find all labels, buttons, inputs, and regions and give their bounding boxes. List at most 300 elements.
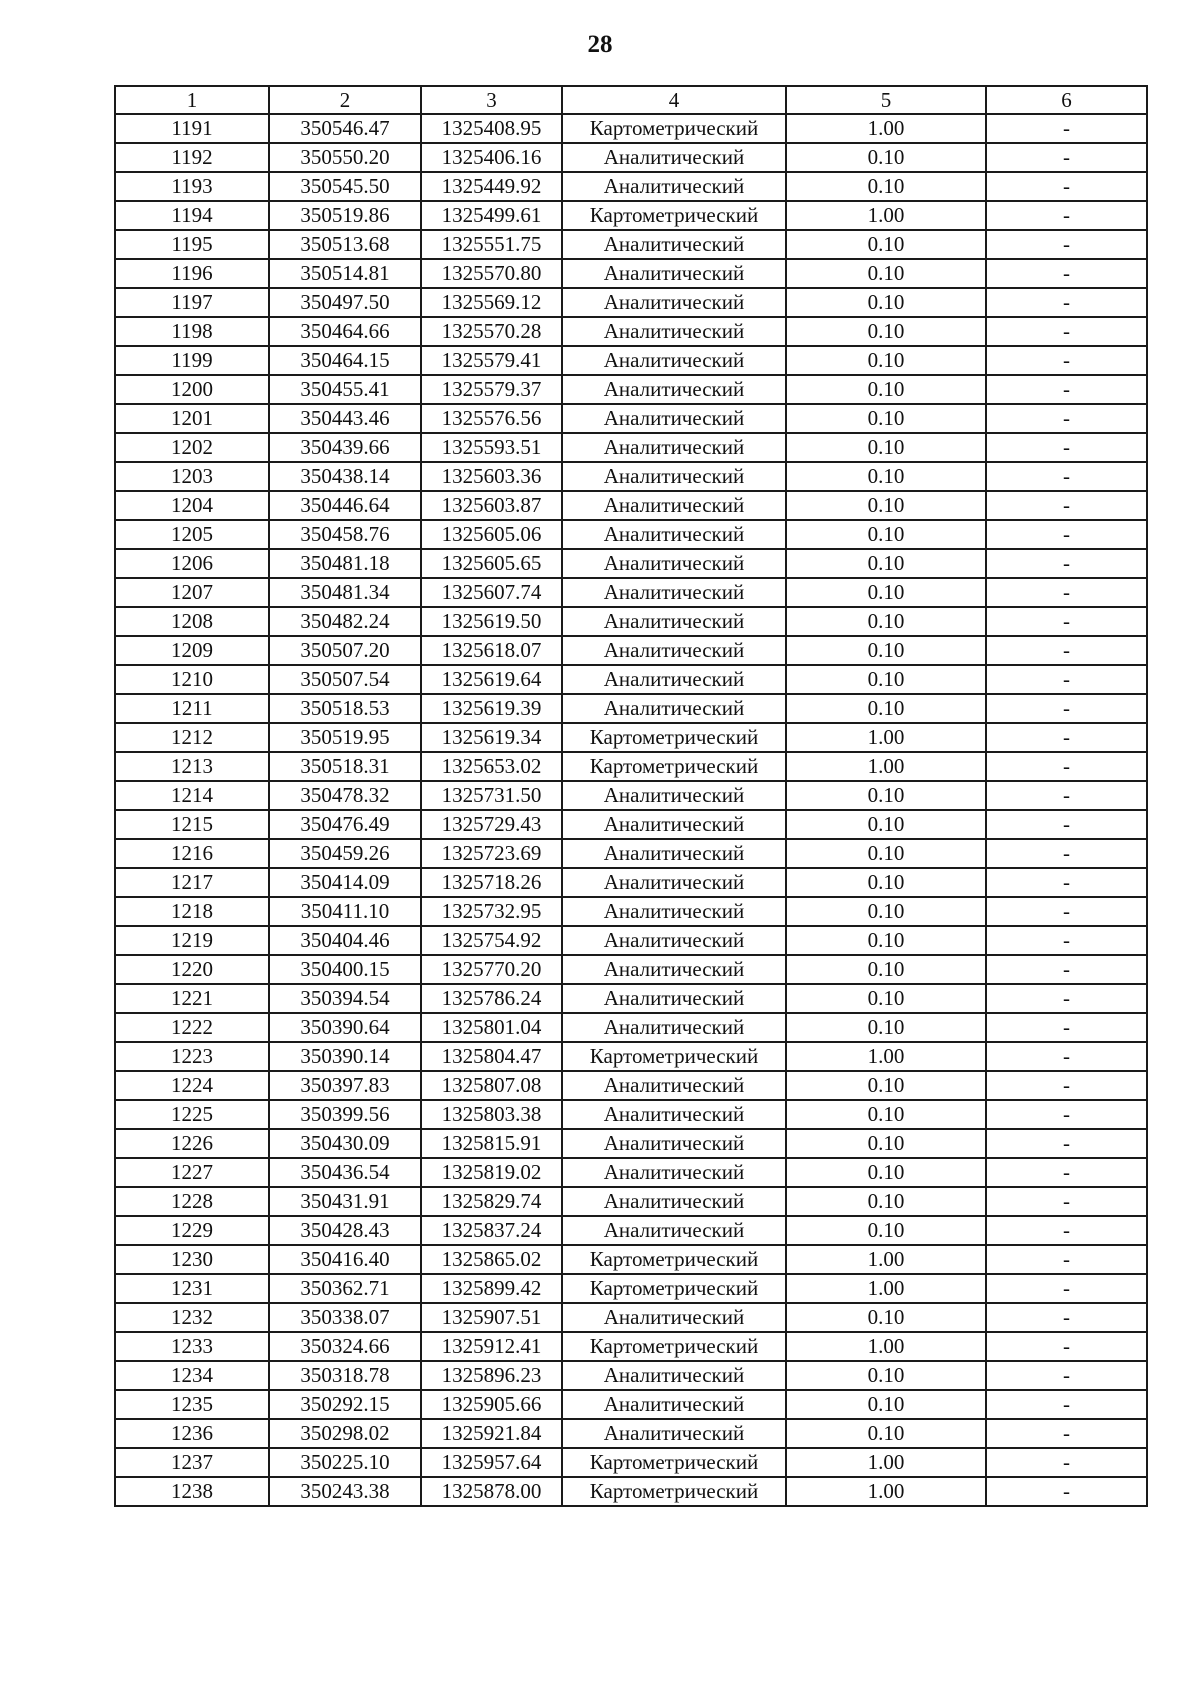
point-number-cell: 1194 xyxy=(115,201,269,230)
accuracy-cell: 0.10 xyxy=(786,1013,986,1042)
table-row xyxy=(115,143,1147,172)
accuracy-cell: 0.10 xyxy=(786,955,986,984)
method-cell: Картометрический xyxy=(562,1477,786,1506)
description-cell: - xyxy=(986,375,1147,404)
table-row xyxy=(115,868,1147,897)
method-cell: Аналитический xyxy=(562,636,786,665)
accuracy-cell: 0.10 xyxy=(786,404,986,433)
accuracy-cell: 0.10 xyxy=(786,1158,986,1187)
table-header xyxy=(115,86,1147,114)
accuracy-cell: 1.00 xyxy=(786,1332,986,1361)
y-coordinate-cell: 1325449.92 xyxy=(421,172,562,201)
table-row xyxy=(115,694,1147,723)
y-coordinate-cell: 1325579.41 xyxy=(421,346,562,375)
description-cell: - xyxy=(986,1216,1147,1245)
x-coordinate-cell: 350507.54 xyxy=(269,665,421,694)
x-coordinate-cell: 350397.83 xyxy=(269,1071,421,1100)
description-cell: - xyxy=(986,1071,1147,1100)
description-cell: - xyxy=(986,1303,1147,1332)
method-cell: Аналитический xyxy=(562,1071,786,1100)
method-cell: Аналитический xyxy=(562,1187,786,1216)
y-coordinate-cell: 1325607.74 xyxy=(421,578,562,607)
accuracy-cell: 0.10 xyxy=(786,578,986,607)
x-coordinate-cell: 350428.43 xyxy=(269,1216,421,1245)
method-cell: Картометрический xyxy=(562,1332,786,1361)
accuracy-cell: 0.10 xyxy=(786,1100,986,1129)
x-coordinate-cell: 350513.68 xyxy=(269,230,421,259)
x-coordinate-cell: 350243.38 xyxy=(269,1477,421,1506)
method-cell: Аналитический xyxy=(562,1419,786,1448)
point-number-cell: 1196 xyxy=(115,259,269,288)
description-cell: - xyxy=(986,404,1147,433)
y-coordinate-cell: 1325907.51 xyxy=(421,1303,562,1332)
description-cell: - xyxy=(986,288,1147,317)
point-number-cell: 1198 xyxy=(115,317,269,346)
y-coordinate-cell: 1325815.91 xyxy=(421,1129,562,1158)
y-coordinate-cell: 1325576.56 xyxy=(421,404,562,433)
header-cell-col-6: 6 xyxy=(986,86,1147,114)
y-coordinate-cell: 1325499.61 xyxy=(421,201,562,230)
x-coordinate-cell: 350431.91 xyxy=(269,1187,421,1216)
description-cell: - xyxy=(986,201,1147,230)
y-coordinate-cell: 1325618.07 xyxy=(421,636,562,665)
accuracy-cell: 0.10 xyxy=(786,897,986,926)
method-cell: Аналитический xyxy=(562,143,786,172)
table-row xyxy=(115,1187,1147,1216)
point-number-cell: 1199 xyxy=(115,346,269,375)
header-cell-col-3: 3 xyxy=(421,86,562,114)
point-number-cell: 1223 xyxy=(115,1042,269,1071)
table-row xyxy=(115,1013,1147,1042)
accuracy-cell: 0.10 xyxy=(786,665,986,694)
y-coordinate-cell: 1325408.95 xyxy=(421,114,562,143)
description-cell: - xyxy=(986,114,1147,143)
accuracy-cell: 0.10 xyxy=(786,1129,986,1158)
x-coordinate-cell: 350399.56 xyxy=(269,1100,421,1129)
x-coordinate-cell: 350481.34 xyxy=(269,578,421,607)
x-coordinate-cell: 350411.10 xyxy=(269,897,421,926)
description-cell: - xyxy=(986,752,1147,781)
accuracy-cell: 0.10 xyxy=(786,1187,986,1216)
x-coordinate-cell: 350436.54 xyxy=(269,1158,421,1187)
description-cell: - xyxy=(986,549,1147,578)
method-cell: Аналитический xyxy=(562,317,786,346)
point-number-cell: 1231 xyxy=(115,1274,269,1303)
point-number-cell: 1206 xyxy=(115,549,269,578)
x-coordinate-cell: 350455.41 xyxy=(269,375,421,404)
y-coordinate-cell: 1325819.02 xyxy=(421,1158,562,1187)
x-coordinate-cell: 350338.07 xyxy=(269,1303,421,1332)
method-cell: Аналитический xyxy=(562,781,786,810)
header-cell-col-5: 5 xyxy=(786,86,986,114)
x-coordinate-cell: 350518.31 xyxy=(269,752,421,781)
point-number-cell: 1192 xyxy=(115,143,269,172)
accuracy-cell: 1.00 xyxy=(786,752,986,781)
description-cell: - xyxy=(986,578,1147,607)
method-cell: Аналитический xyxy=(562,1129,786,1158)
y-coordinate-cell: 1325723.69 xyxy=(421,839,562,868)
y-coordinate-cell: 1325912.41 xyxy=(421,1332,562,1361)
accuracy-cell: 0.10 xyxy=(786,143,986,172)
x-coordinate-cell: 350414.09 xyxy=(269,868,421,897)
description-cell: - xyxy=(986,781,1147,810)
table-row xyxy=(115,1419,1147,1448)
x-coordinate-cell: 350519.86 xyxy=(269,201,421,230)
x-coordinate-cell: 350550.20 xyxy=(269,143,421,172)
x-coordinate-cell: 350390.14 xyxy=(269,1042,421,1071)
description-cell: - xyxy=(986,1332,1147,1361)
table-row xyxy=(115,520,1147,549)
y-coordinate-cell: 1325957.64 xyxy=(421,1448,562,1477)
method-cell: Аналитический xyxy=(562,578,786,607)
method-cell: Аналитический xyxy=(562,346,786,375)
x-coordinate-cell: 350514.81 xyxy=(269,259,421,288)
y-coordinate-cell: 1325729.43 xyxy=(421,810,562,839)
accuracy-cell: 0.10 xyxy=(786,288,986,317)
y-coordinate-cell: 1325570.28 xyxy=(421,317,562,346)
description-cell: - xyxy=(986,1361,1147,1390)
point-number-cell: 1222 xyxy=(115,1013,269,1042)
point-number-cell: 1237 xyxy=(115,1448,269,1477)
description-cell: - xyxy=(986,346,1147,375)
x-coordinate-cell: 350497.50 xyxy=(269,288,421,317)
header-cell-col-1: 1 xyxy=(115,86,269,114)
table-row xyxy=(115,288,1147,317)
table-row xyxy=(115,1042,1147,1071)
method-cell: Аналитический xyxy=(562,1303,786,1332)
description-cell: - xyxy=(986,230,1147,259)
method-cell: Аналитический xyxy=(562,520,786,549)
y-coordinate-cell: 1325896.23 xyxy=(421,1361,562,1390)
accuracy-cell: 1.00 xyxy=(786,1042,986,1071)
accuracy-cell: 0.10 xyxy=(786,317,986,346)
description-cell: - xyxy=(986,520,1147,549)
y-coordinate-cell: 1325754.92 xyxy=(421,926,562,955)
header-cell-col-2: 2 xyxy=(269,86,421,114)
table-row xyxy=(115,897,1147,926)
y-coordinate-cell: 1325619.64 xyxy=(421,665,562,694)
table-row xyxy=(115,1158,1147,1187)
description-cell: - xyxy=(986,462,1147,491)
accuracy-cell: 0.10 xyxy=(786,607,986,636)
method-cell: Аналитический xyxy=(562,955,786,984)
header-row xyxy=(115,86,1147,114)
description-cell: - xyxy=(986,868,1147,897)
method-cell: Аналитический xyxy=(562,404,786,433)
description-cell: - xyxy=(986,1274,1147,1303)
point-number-cell: 1212 xyxy=(115,723,269,752)
table-row xyxy=(115,375,1147,404)
table-row xyxy=(115,491,1147,520)
table-row xyxy=(115,1303,1147,1332)
description-cell: - xyxy=(986,1448,1147,1477)
description-cell: - xyxy=(986,1390,1147,1419)
table-row xyxy=(115,810,1147,839)
point-number-cell: 1191 xyxy=(115,114,269,143)
table-row xyxy=(115,172,1147,201)
y-coordinate-cell: 1325878.00 xyxy=(421,1477,562,1506)
accuracy-cell: 0.10 xyxy=(786,462,986,491)
x-coordinate-cell: 350292.15 xyxy=(269,1390,421,1419)
point-number-cell: 1229 xyxy=(115,1216,269,1245)
method-cell: Аналитический xyxy=(562,1361,786,1390)
accuracy-cell: 1.00 xyxy=(786,1245,986,1274)
x-coordinate-cell: 350443.46 xyxy=(269,404,421,433)
accuracy-cell: 0.10 xyxy=(786,520,986,549)
x-coordinate-cell: 350545.50 xyxy=(269,172,421,201)
y-coordinate-cell: 1325837.24 xyxy=(421,1216,562,1245)
x-coordinate-cell: 350464.66 xyxy=(269,317,421,346)
method-cell: Аналитический xyxy=(562,694,786,723)
point-number-cell: 1234 xyxy=(115,1361,269,1390)
table-row xyxy=(115,1071,1147,1100)
description-cell: - xyxy=(986,665,1147,694)
description-cell: - xyxy=(986,172,1147,201)
table-row xyxy=(115,1361,1147,1390)
table-row xyxy=(115,404,1147,433)
method-cell: Аналитический xyxy=(562,839,786,868)
accuracy-cell: 0.10 xyxy=(786,636,986,665)
point-number-cell: 1233 xyxy=(115,1332,269,1361)
accuracy-cell: 0.10 xyxy=(786,810,986,839)
point-number-cell: 1227 xyxy=(115,1158,269,1187)
y-coordinate-cell: 1325829.74 xyxy=(421,1187,562,1216)
x-coordinate-cell: 350225.10 xyxy=(269,1448,421,1477)
accuracy-cell: 0.10 xyxy=(786,1419,986,1448)
y-coordinate-cell: 1325732.95 xyxy=(421,897,562,926)
y-coordinate-cell: 1325865.02 xyxy=(421,1245,562,1274)
point-number-cell: 1193 xyxy=(115,172,269,201)
method-cell: Картометрический xyxy=(562,1274,786,1303)
point-number-cell: 1207 xyxy=(115,578,269,607)
point-number-cell: 1203 xyxy=(115,462,269,491)
y-coordinate-cell: 1325807.08 xyxy=(421,1071,562,1100)
accuracy-cell: 0.10 xyxy=(786,491,986,520)
x-coordinate-cell: 350519.95 xyxy=(269,723,421,752)
coordinates-table xyxy=(114,85,1148,1507)
y-coordinate-cell: 1325593.51 xyxy=(421,433,562,462)
y-coordinate-cell: 1325786.24 xyxy=(421,984,562,1013)
table-row xyxy=(115,1100,1147,1129)
point-number-cell: 1232 xyxy=(115,1303,269,1332)
description-cell: - xyxy=(986,1477,1147,1506)
method-cell: Аналитический xyxy=(562,259,786,288)
description-cell: - xyxy=(986,839,1147,868)
table-row xyxy=(115,926,1147,955)
table-row xyxy=(115,665,1147,694)
point-number-cell: 1230 xyxy=(115,1245,269,1274)
y-coordinate-cell: 1325921.84 xyxy=(421,1419,562,1448)
accuracy-cell: 0.10 xyxy=(786,259,986,288)
x-coordinate-cell: 350482.24 xyxy=(269,607,421,636)
accuracy-cell: 1.00 xyxy=(786,723,986,752)
point-number-cell: 1236 xyxy=(115,1419,269,1448)
description-cell: - xyxy=(986,1013,1147,1042)
x-coordinate-cell: 350430.09 xyxy=(269,1129,421,1158)
method-cell: Аналитический xyxy=(562,1158,786,1187)
accuracy-cell: 1.00 xyxy=(786,114,986,143)
y-coordinate-cell: 1325770.20 xyxy=(421,955,562,984)
description-cell: - xyxy=(986,1187,1147,1216)
point-number-cell: 1225 xyxy=(115,1100,269,1129)
description-cell: - xyxy=(986,433,1147,462)
accuracy-cell: 0.10 xyxy=(786,172,986,201)
y-coordinate-cell: 1325603.36 xyxy=(421,462,562,491)
method-cell: Аналитический xyxy=(562,897,786,926)
table-row xyxy=(115,607,1147,636)
point-number-cell: 1201 xyxy=(115,404,269,433)
y-coordinate-cell: 1325905.66 xyxy=(421,1390,562,1419)
point-number-cell: 1221 xyxy=(115,984,269,1013)
point-number-cell: 1217 xyxy=(115,868,269,897)
point-number-cell: 1197 xyxy=(115,288,269,317)
table-row xyxy=(115,1448,1147,1477)
x-coordinate-cell: 350478.32 xyxy=(269,781,421,810)
method-cell: Картометрический xyxy=(562,114,786,143)
point-number-cell: 1224 xyxy=(115,1071,269,1100)
method-cell: Аналитический xyxy=(562,172,786,201)
description-cell: - xyxy=(986,1129,1147,1158)
description-cell: - xyxy=(986,810,1147,839)
y-coordinate-cell: 1325569.12 xyxy=(421,288,562,317)
x-coordinate-cell: 350400.15 xyxy=(269,955,421,984)
table-row xyxy=(115,984,1147,1013)
description-cell: - xyxy=(986,955,1147,984)
description-cell: - xyxy=(986,636,1147,665)
table-row xyxy=(115,462,1147,491)
y-coordinate-cell: 1325570.80 xyxy=(421,259,562,288)
table-row xyxy=(115,1274,1147,1303)
description-cell: - xyxy=(986,1158,1147,1187)
method-cell: Аналитический xyxy=(562,375,786,404)
point-number-cell: 1220 xyxy=(115,955,269,984)
point-number-cell: 1202 xyxy=(115,433,269,462)
description-cell: - xyxy=(986,1042,1147,1071)
point-number-cell: 1235 xyxy=(115,1390,269,1419)
accuracy-cell: 0.10 xyxy=(786,868,986,897)
x-coordinate-cell: 350481.18 xyxy=(269,549,421,578)
x-coordinate-cell: 350416.40 xyxy=(269,1245,421,1274)
x-coordinate-cell: 350464.15 xyxy=(269,346,421,375)
method-cell: Аналитический xyxy=(562,1390,786,1419)
method-cell: Картометрический xyxy=(562,1042,786,1071)
point-number-cell: 1204 xyxy=(115,491,269,520)
header-cell-col-4: 4 xyxy=(562,86,786,114)
description-cell: - xyxy=(986,607,1147,636)
table-row xyxy=(115,839,1147,868)
accuracy-cell: 0.10 xyxy=(786,375,986,404)
point-number-cell: 1216 xyxy=(115,839,269,868)
description-cell: - xyxy=(986,897,1147,926)
point-number-cell: 1195 xyxy=(115,230,269,259)
method-cell: Аналитический xyxy=(562,1216,786,1245)
table-row xyxy=(115,1129,1147,1158)
method-cell: Аналитический xyxy=(562,433,786,462)
point-number-cell: 1219 xyxy=(115,926,269,955)
page-number: 28 xyxy=(587,31,613,58)
description-cell: - xyxy=(986,259,1147,288)
description-cell: - xyxy=(986,984,1147,1013)
x-coordinate-cell: 350518.53 xyxy=(269,694,421,723)
table-row xyxy=(115,578,1147,607)
point-number-cell: 1200 xyxy=(115,375,269,404)
y-coordinate-cell: 1325899.42 xyxy=(421,1274,562,1303)
accuracy-cell: 1.00 xyxy=(786,1448,986,1477)
method-cell: Картометрический xyxy=(562,1448,786,1477)
table-row xyxy=(115,781,1147,810)
table-row xyxy=(115,114,1147,143)
point-number-cell: 1215 xyxy=(115,810,269,839)
accuracy-cell: 0.10 xyxy=(786,1303,986,1332)
y-coordinate-cell: 1325603.87 xyxy=(421,491,562,520)
table-row xyxy=(115,1332,1147,1361)
accuracy-cell: 0.10 xyxy=(786,346,986,375)
y-coordinate-cell: 1325579.37 xyxy=(421,375,562,404)
y-coordinate-cell: 1325406.16 xyxy=(421,143,562,172)
table-body xyxy=(115,114,1147,1506)
description-cell: - xyxy=(986,1419,1147,1448)
method-cell: Аналитический xyxy=(562,868,786,897)
table-row xyxy=(115,549,1147,578)
point-number-cell: 1205 xyxy=(115,520,269,549)
accuracy-cell: 0.10 xyxy=(786,694,986,723)
accuracy-cell: 0.10 xyxy=(786,926,986,955)
x-coordinate-cell: 350439.66 xyxy=(269,433,421,462)
point-number-cell: 1228 xyxy=(115,1187,269,1216)
point-number-cell: 1210 xyxy=(115,665,269,694)
method-cell: Аналитический xyxy=(562,810,786,839)
accuracy-cell: 1.00 xyxy=(786,1274,986,1303)
x-coordinate-cell: 350438.14 xyxy=(269,462,421,491)
method-cell: Аналитический xyxy=(562,491,786,520)
description-cell: - xyxy=(986,143,1147,172)
x-coordinate-cell: 350390.64 xyxy=(269,1013,421,1042)
method-cell: Картометрический xyxy=(562,201,786,230)
method-cell: Аналитический xyxy=(562,288,786,317)
table-row xyxy=(115,230,1147,259)
point-number-cell: 1209 xyxy=(115,636,269,665)
method-cell: Аналитический xyxy=(562,926,786,955)
table-row xyxy=(115,752,1147,781)
y-coordinate-cell: 1325605.06 xyxy=(421,520,562,549)
point-number-cell: 1238 xyxy=(115,1477,269,1506)
table-row xyxy=(115,259,1147,288)
point-number-cell: 1213 xyxy=(115,752,269,781)
accuracy-cell: 0.10 xyxy=(786,1390,986,1419)
table-row xyxy=(115,1216,1147,1245)
accuracy-cell: 0.10 xyxy=(786,1361,986,1390)
accuracy-cell: 0.10 xyxy=(786,781,986,810)
x-coordinate-cell: 350546.47 xyxy=(269,114,421,143)
accuracy-cell: 0.10 xyxy=(786,1216,986,1245)
table-row xyxy=(115,1477,1147,1506)
description-cell: - xyxy=(986,1100,1147,1129)
x-coordinate-cell: 350476.49 xyxy=(269,810,421,839)
accuracy-cell: 0.10 xyxy=(786,230,986,259)
table-row xyxy=(115,723,1147,752)
point-number-cell: 1214 xyxy=(115,781,269,810)
x-coordinate-cell: 350446.64 xyxy=(269,491,421,520)
x-coordinate-cell: 350458.76 xyxy=(269,520,421,549)
x-coordinate-cell: 350404.46 xyxy=(269,926,421,955)
y-coordinate-cell: 1325803.38 xyxy=(421,1100,562,1129)
table-row xyxy=(115,201,1147,230)
x-coordinate-cell: 350459.26 xyxy=(269,839,421,868)
table-row xyxy=(115,317,1147,346)
y-coordinate-cell: 1325801.04 xyxy=(421,1013,562,1042)
table-row xyxy=(115,1390,1147,1419)
description-cell: - xyxy=(986,694,1147,723)
